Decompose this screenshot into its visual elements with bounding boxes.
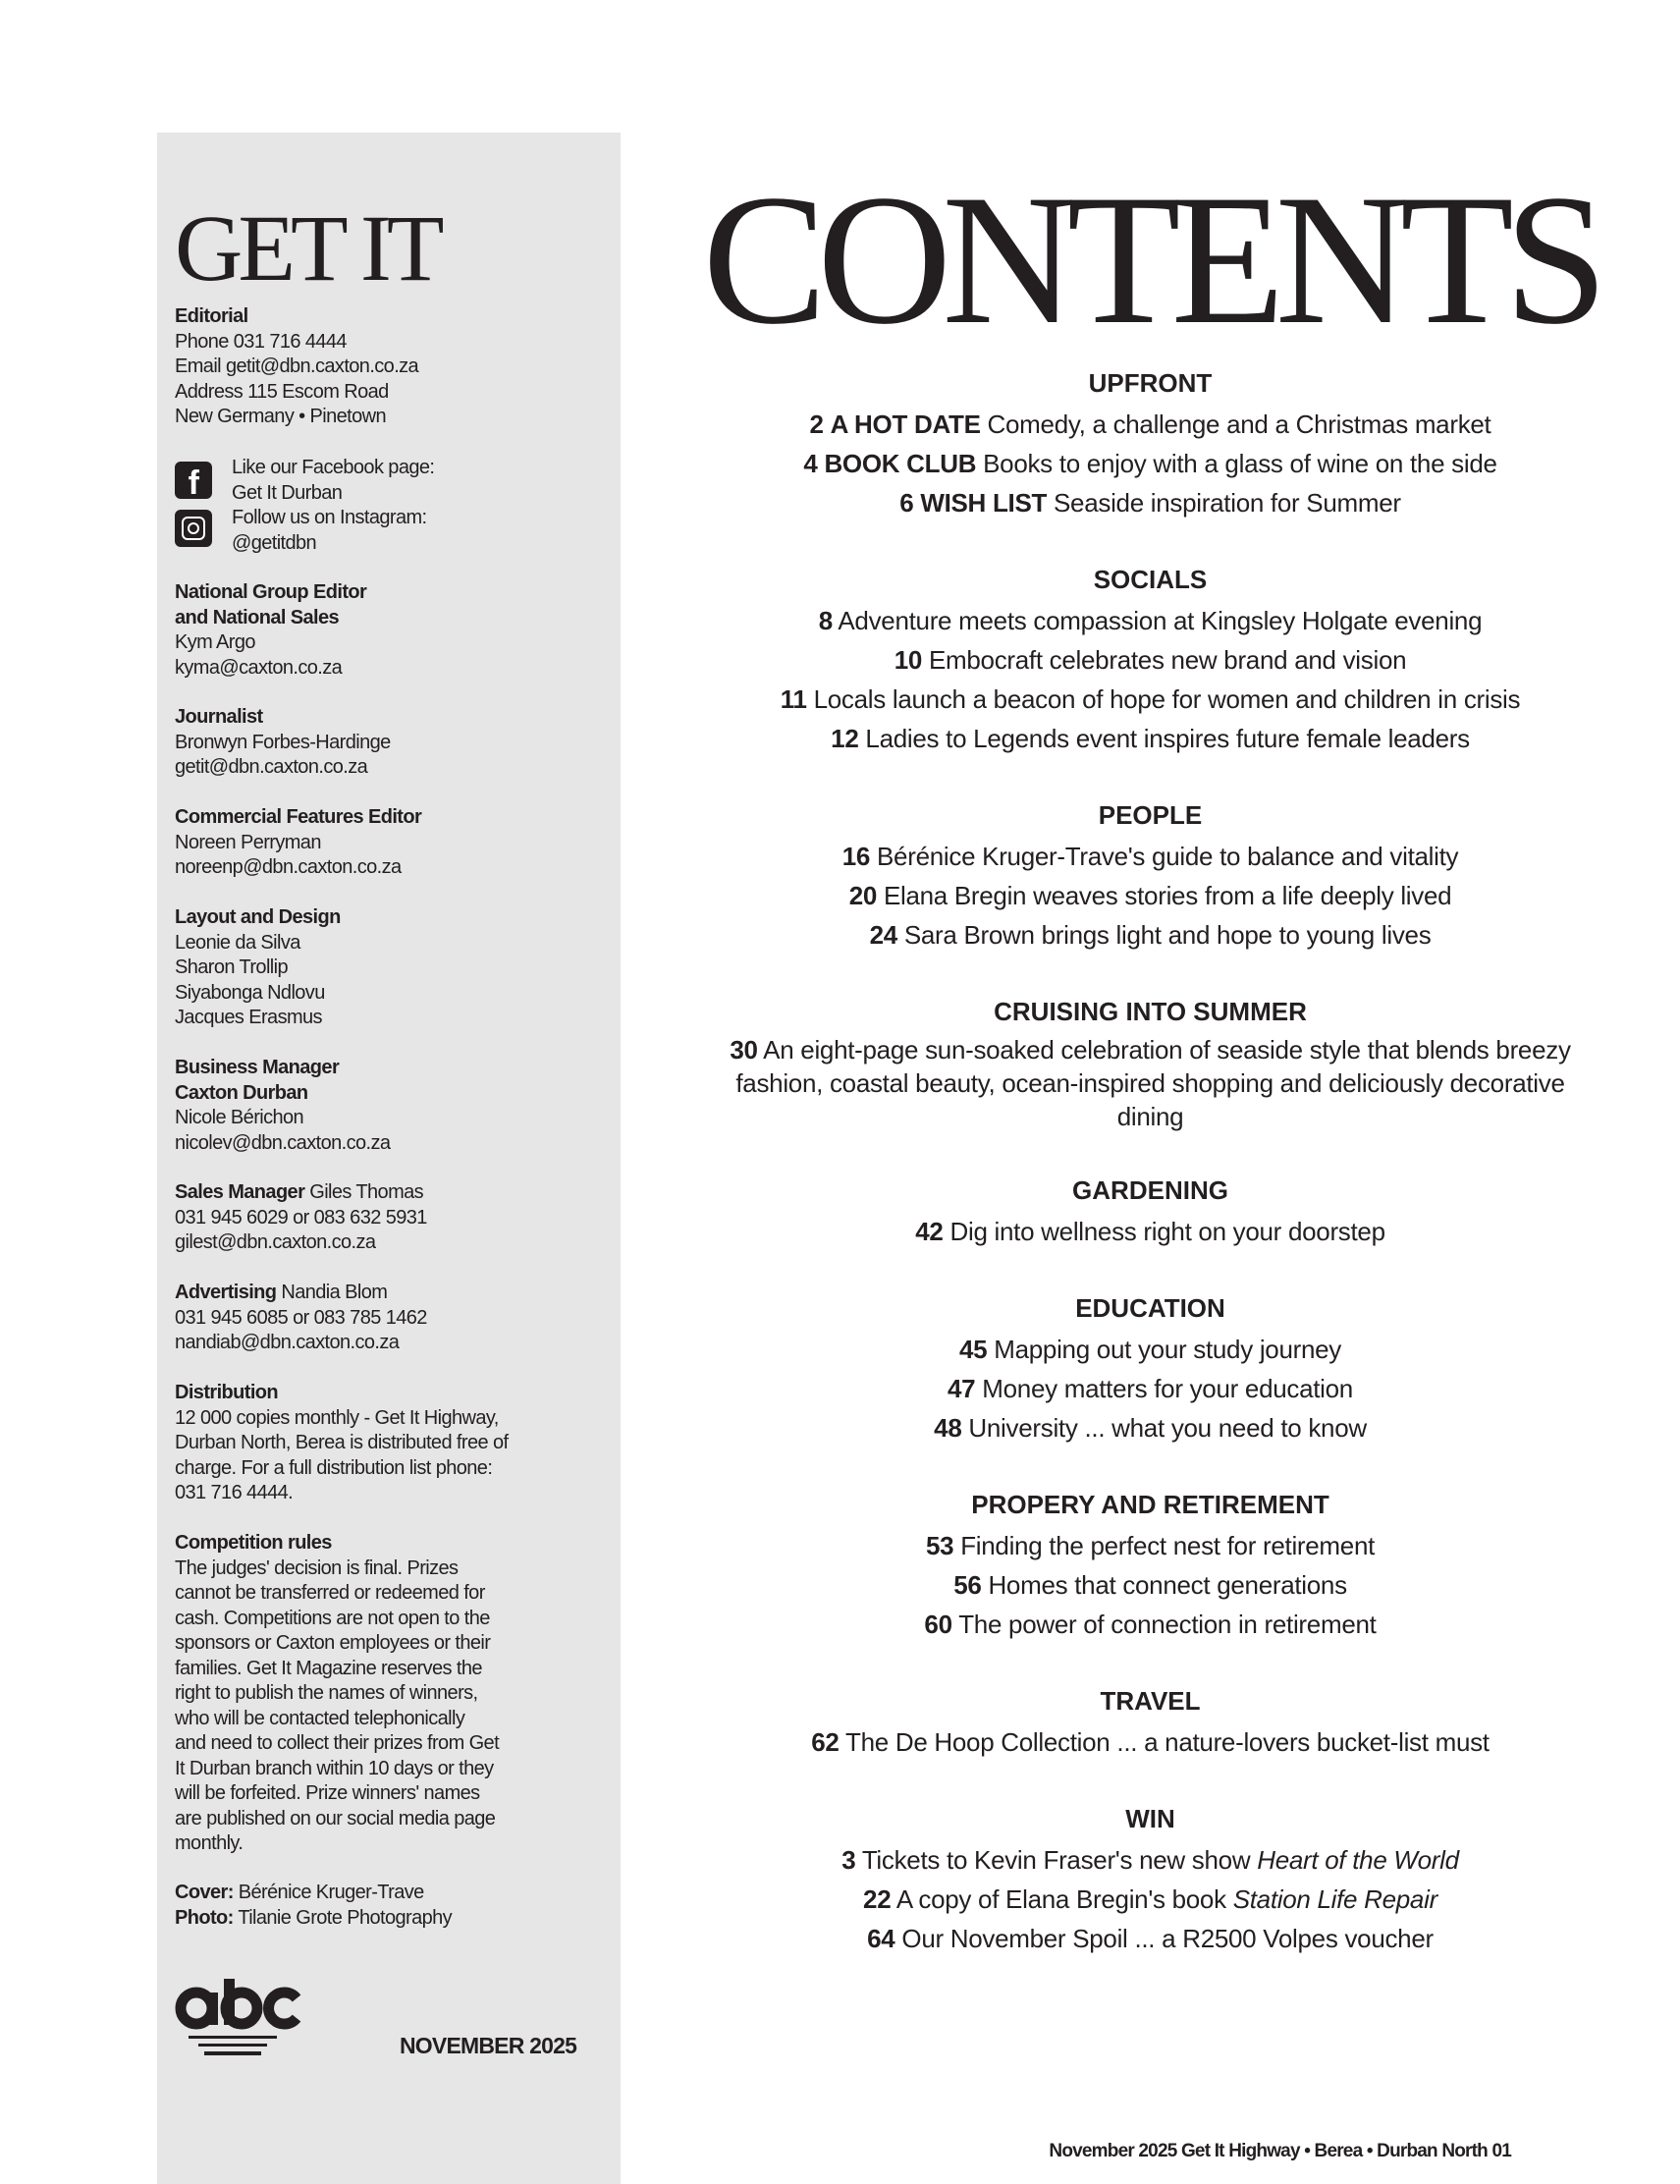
entry-text: Finding the perfect nest for retirement <box>953 1531 1376 1560</box>
entry-text: Comedy, a challenge and a Christmas market <box>980 410 1491 439</box>
contents-entry[interactable] <box>621 1212 1680 1251</box>
page-number: 2 <box>809 410 824 439</box>
page-number: 20 <box>848 881 878 910</box>
national-heading-1: National Group Editor <box>175 581 367 603</box>
contents-entry[interactable] <box>621 876 1680 915</box>
competition-line-4: sponsors or Caxton employees or their <box>175 1632 491 1654</box>
page-number: 6 <box>899 488 914 518</box>
contents-section <box>621 797 1680 955</box>
contents-entry[interactable] <box>729 1033 1573 1133</box>
entry-book-title: Heart of the World <box>1257 1845 1459 1875</box>
entry-text: Ladies to Legends event inspires future female leaders <box>858 724 1470 753</box>
section-title: PEOPLE <box>1098 800 1203 830</box>
national-heading-2: and National Sales <box>175 606 340 628</box>
entry-text: University ... what you need to know <box>961 1413 1367 1443</box>
journalist-heading: Journalist <box>175 706 263 728</box>
entry-text: Homes that connect generations <box>981 1570 1347 1600</box>
layout-name-4: Jacques Erasmus <box>175 1007 322 1028</box>
page-number: 56 <box>953 1570 982 1600</box>
editorial-area: New Germany • Pinetown <box>175 406 387 427</box>
page-number: 8 <box>818 606 833 635</box>
entry-kicker: WISH LIST <box>920 488 1048 518</box>
entry-text: Books to enjoy with a glass of wine on the side <box>976 449 1497 478</box>
section-title: SOCIALS <box>1093 565 1208 594</box>
entry-text: An eight-page sun-soaked celebration of seaside style that blends breezy fashion, coastal beauty, ocean-inspired shopping and deliciously decorative dining <box>735 1035 1571 1131</box>
contents-entry[interactable] <box>621 719 1680 758</box>
entry-text: Elana Bregin weaves stories from a life deeply lived <box>877 881 1452 910</box>
commercial-block <box>175 805 607 881</box>
facebook-label: Like our Facebook page: <box>232 457 435 478</box>
layout-name-3: Siyabonga Ndlovu <box>175 981 325 1004</box>
cover-credit-block <box>175 1881 607 1931</box>
editorial-block <box>175 304 607 430</box>
sales-label: Sales Manager <box>175 1181 305 1203</box>
contents-entry[interactable] <box>621 1330 1680 1369</box>
contents-entry[interactable] <box>621 1840 1680 1880</box>
contents-entry[interactable] <box>621 915 1680 955</box>
entry-text: Dig into wellness right on your doorstep <box>943 1217 1385 1246</box>
page-number: 4 <box>803 449 818 478</box>
journalist-block <box>175 705 607 781</box>
section-title: UPFRONT <box>1088 368 1213 398</box>
entry-kicker: BOOK CLUB <box>824 449 977 478</box>
editorial-email: Email getit@dbn.caxton.co.za <box>175 355 419 377</box>
layout-name-1: Leonie da Silva <box>175 931 300 954</box>
competition-line-3: cash. Competitions are not open to the <box>175 1607 490 1629</box>
page-number: 24 <box>869 920 897 950</box>
page-number: 16 <box>841 842 871 871</box>
contents-entry[interactable] <box>621 601 1680 640</box>
advertising-label: Advertising <box>175 1282 277 1303</box>
contents-title: CONTENTS <box>702 157 1599 363</box>
page-number: 48 <box>934 1413 962 1443</box>
page-number: 47 <box>948 1374 976 1403</box>
instagram-handle: @getitdbn <box>232 531 317 554</box>
advertising-block <box>175 1281 607 1356</box>
facebook-handle: Get It Durban <box>232 481 343 504</box>
section-title: GARDENING <box>1072 1175 1228 1205</box>
instagram-row[interactable] <box>175 506 607 556</box>
page-number: 42 <box>915 1217 944 1246</box>
competition-line-2: cannot be transferred or redeemed for <box>175 1582 485 1604</box>
sales-phone: 031 945 6029 or 083 632 5931 <box>175 1206 427 1228</box>
layout-block <box>175 905 607 1031</box>
facebook-icon: f <box>175 462 212 499</box>
page-number: 53 <box>925 1531 954 1560</box>
commercial-name: Noreen Perryman <box>175 831 321 853</box>
contents-entry[interactable] <box>621 483 1680 522</box>
competition-line-1: The judges' decision is final. Prizes <box>175 1556 459 1579</box>
journalist-name: Bronwyn Forbes-Hardinge <box>175 731 391 753</box>
page-footer: November 2025 Get It Highway • Berea • Durban North 01 <box>1049 2141 1511 2161</box>
sales-email: gilest@dbn.caxton.co.za <box>175 1231 376 1253</box>
competition-line-10: will be forfeited. Prize winners' names <box>175 1782 480 1804</box>
entry-text: Seaside inspiration for Summer <box>1047 488 1401 518</box>
competition-line-11: are published on our social media page <box>175 1807 496 1829</box>
page-number: 62 <box>811 1727 840 1757</box>
page-number: 12 <box>831 724 859 753</box>
contents-entry[interactable] <box>621 837 1680 876</box>
editorial-phone: Phone 031 716 4444 <box>175 330 347 353</box>
contents-section <box>621 365 1680 522</box>
contents-section <box>621 562 1680 758</box>
contents-entry[interactable] <box>621 1526 1680 1565</box>
contents-entry[interactable] <box>621 1722 1680 1762</box>
photo-label: Photo: <box>175 1906 234 1929</box>
contents-section <box>621 1683 1680 1762</box>
competition-line-5: families. Get It Magazine reserves the <box>175 1657 482 1679</box>
entry-text: The power of connection in retirement <box>951 1610 1377 1639</box>
entry-text: Our November Spoil ... a R2500 Volpes voucher <box>894 1924 1434 1953</box>
entry-text: Adventure meets compassion at Kingsley Holgate evening <box>832 606 1483 635</box>
page-number: 30 <box>730 1035 758 1065</box>
page-number: 11 <box>780 684 807 714</box>
sales-block <box>175 1180 607 1256</box>
contents-entry[interactable] <box>621 640 1680 680</box>
entry-text: A copy of Elana Bregin's book <box>891 1884 1233 1914</box>
national-email: kyma@caxton.co.za <box>175 656 343 679</box>
entry-text: Sara Brown brings light and hope to young lives <box>896 920 1432 950</box>
national-block <box>175 580 607 681</box>
business-email: nicolev@dbn.caxton.co.za <box>175 1131 391 1154</box>
distribution-heading: Distribution <box>175 1382 279 1403</box>
business-block <box>175 1056 607 1156</box>
competition-block <box>175 1531 607 1857</box>
social-block <box>175 456 607 556</box>
entry-text: Tickets to Kevin Fraser's new show <box>855 1845 1258 1875</box>
distribution-line-3: charge. For a full distribution list phone: <box>175 1456 493 1479</box>
editorial-address: Address 115 Escom Road <box>175 380 389 403</box>
page-number: 45 <box>958 1335 988 1364</box>
competition-line-6: right to publish the names of winners, <box>175 1682 478 1704</box>
competition-line-9: It Durban branch within 10 days or they <box>175 1757 494 1779</box>
distribution-block <box>175 1381 607 1506</box>
entry-text: The De Hoop Collection ... a nature-lovers bucket-list must <box>839 1727 1490 1757</box>
section-title: CRUISING INTO SUMMER <box>994 997 1307 1026</box>
contents-section <box>621 1487 1680 1644</box>
competition-line-7: who will be contacted telephonically <box>175 1707 465 1729</box>
section-title: TRAVEL <box>1100 1686 1201 1716</box>
instagram-label: Follow us on Instagram: <box>232 507 427 528</box>
instagram-icon <box>175 510 212 547</box>
entry-text: Money matters for your education <box>975 1374 1353 1403</box>
entry-text: Locals launch a beacon of hope for women and children in crisis <box>806 684 1521 714</box>
advertising-name: Nandia Blom <box>276 1282 388 1303</box>
issue-date: NOVEMBER 2025 <box>400 2033 577 2058</box>
contents-entry[interactable] <box>621 1369 1680 1408</box>
contents-list <box>621 365 1680 1997</box>
layout-heading: Layout and Design <box>175 906 341 928</box>
commercial-heading: Commercial Features Editor <box>175 806 422 828</box>
contents-entry[interactable] <box>621 1880 1680 1919</box>
editorial-heading: Editorial <box>175 305 248 327</box>
business-heading-2: Caxton Durban <box>175 1081 308 1104</box>
layout-name-2: Sharon Trollip <box>175 956 288 978</box>
section-title: PROPERY AND RETIREMENT <box>971 1490 1329 1519</box>
distribution-line-2: Durban North, Berea is distributed free of <box>175 1432 509 1453</box>
contents-entry[interactable] <box>621 680 1680 719</box>
contents-section <box>621 1173 1680 1251</box>
contents-section <box>621 1801 1680 1958</box>
contents-section <box>621 994 1680 1133</box>
section-title: WIN <box>1125 1804 1175 1833</box>
brand-title: GET IT <box>175 195 440 300</box>
sales-name: Giles Thomas <box>304 1181 424 1203</box>
entry-kicker: A HOT DATE <box>830 410 981 439</box>
business-heading-1: Business Manager <box>175 1057 340 1078</box>
entry-text: Bérénice Kruger-Trave's guide to balance and vitality <box>870 842 1459 871</box>
entry-text: Embocraft celebrates new brand and vision <box>922 645 1407 675</box>
national-name: Kym Argo <box>175 631 255 653</box>
abc-logo-icon <box>175 1979 302 2067</box>
competition-line-8: and need to collect their prizes from Get <box>175 1732 500 1754</box>
photo-name: Tilanie Grote Photography <box>233 1906 453 1929</box>
section-title: EDUCATION <box>1075 1293 1225 1323</box>
contents-entry[interactable] <box>621 405 1680 444</box>
competition-heading: Competition rules <box>175 1532 332 1554</box>
page-number: 22 <box>863 1884 892 1914</box>
contents-entry[interactable] <box>621 1919 1680 1958</box>
entry-text: Mapping out your study journey <box>987 1335 1342 1364</box>
page-number: 10 <box>894 645 923 675</box>
masthead-sidebar <box>157 133 621 2184</box>
page-number: 64 <box>867 1924 895 1953</box>
contents-entry[interactable] <box>621 1565 1680 1605</box>
advertising-phone: 031 945 6085 or 083 785 1462 <box>175 1306 427 1329</box>
entry-book-title: Station Life Repair <box>1232 1884 1437 1914</box>
page-number: 3 <box>841 1845 856 1875</box>
commercial-email: noreenp@dbn.caxton.co.za <box>175 856 402 878</box>
journalist-email: getit@dbn.caxton.co.za <box>175 756 368 778</box>
contents-entry[interactable] <box>621 1605 1680 1644</box>
contents-entry[interactable] <box>621 1408 1680 1447</box>
cover-name: Bérénice Kruger-Trave <box>233 1882 424 1903</box>
business-name: Nicole Bérichon <box>175 1107 304 1128</box>
competition-line-12: monthly. <box>175 1832 244 1854</box>
page-number: 60 <box>924 1610 952 1639</box>
cover-label: Cover: <box>175 1882 234 1903</box>
facebook-row[interactable] <box>175 456 607 506</box>
contents-section <box>621 1290 1680 1447</box>
distribution-line-1: 12 000 copies monthly - Get It Highway, <box>175 1406 499 1429</box>
advertising-email: nandiab@dbn.caxton.co.za <box>175 1332 400 1353</box>
contents-entry[interactable] <box>621 444 1680 483</box>
distribution-line-4: 031 716 4444. <box>175 1482 294 1503</box>
